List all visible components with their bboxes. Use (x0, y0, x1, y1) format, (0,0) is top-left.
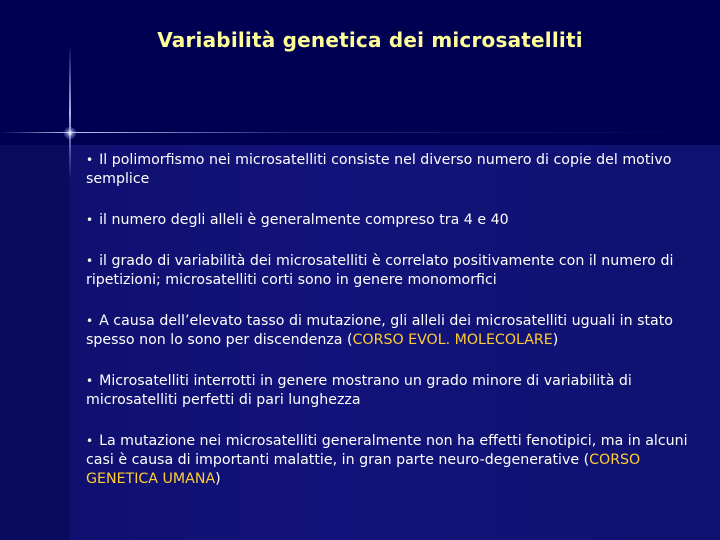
bullet-text: il numero degli alleli è generalmente compreso tra 4 e 40 (99, 212, 509, 228)
left-strip (0, 145, 70, 540)
bullet-dot: • (86, 434, 94, 448)
bullet-item-4 (86, 312, 698, 350)
bullet-text: La mutazione nei microsatelliti generalmente non ha effetti fenotipici, ma in alcuni casi è causa di importanti malattie, in gran parte neuro-degenerative ( (86, 433, 688, 468)
title-band (0, 0, 720, 145)
sparkle-star-icon (64, 127, 76, 139)
bullet-dot: • (86, 254, 94, 268)
bullet-item-5 (86, 372, 698, 410)
bullet-item-1 (86, 151, 698, 189)
bullet-item-2 (86, 211, 698, 230)
sparkle-horizontal-line (0, 132, 720, 133)
bullet-text-closing: ) (552, 332, 559, 348)
bullet-item-6 (86, 432, 698, 489)
slide-title: Variabilità genetica dei microsatelliti (157, 28, 583, 52)
bullet-dot: • (86, 314, 94, 328)
bullet-text: Microsatelliti interrotti in genere mostrano un grado minore di variabilità di microsatelliti perfetti di pari lunghezza (86, 373, 632, 408)
bullet-dot: • (86, 374, 94, 388)
bullet-list (86, 151, 698, 511)
bullet-text: A causa dell’elevato tasso di mutazione, gli alleli dei microsatelliti uguali in stato spesso non lo sono per discendenza ( (86, 313, 673, 348)
bullet-text: Il polimorfismo nei microsatelliti consiste nel diverso numero di copie del motivo semplice (86, 152, 672, 187)
bullet-text: il grado di variabilità dei microsatelliti è correlato positivamente con il numero di ripetizioni; microsatelliti corti sono in genere monomorfici (86, 253, 674, 288)
sparkle-vertical-line (69, 45, 71, 180)
bullet-dot: • (86, 153, 94, 167)
course-reference: CORSO EVOL. MOLECOLARE (352, 332, 553, 348)
bullet-item-3 (86, 252, 698, 290)
bullet-text-closing: ) (215, 471, 221, 487)
course-reference: CORSO GENETICA UMANA (86, 452, 641, 487)
bullet-dot: • (86, 213, 94, 227)
